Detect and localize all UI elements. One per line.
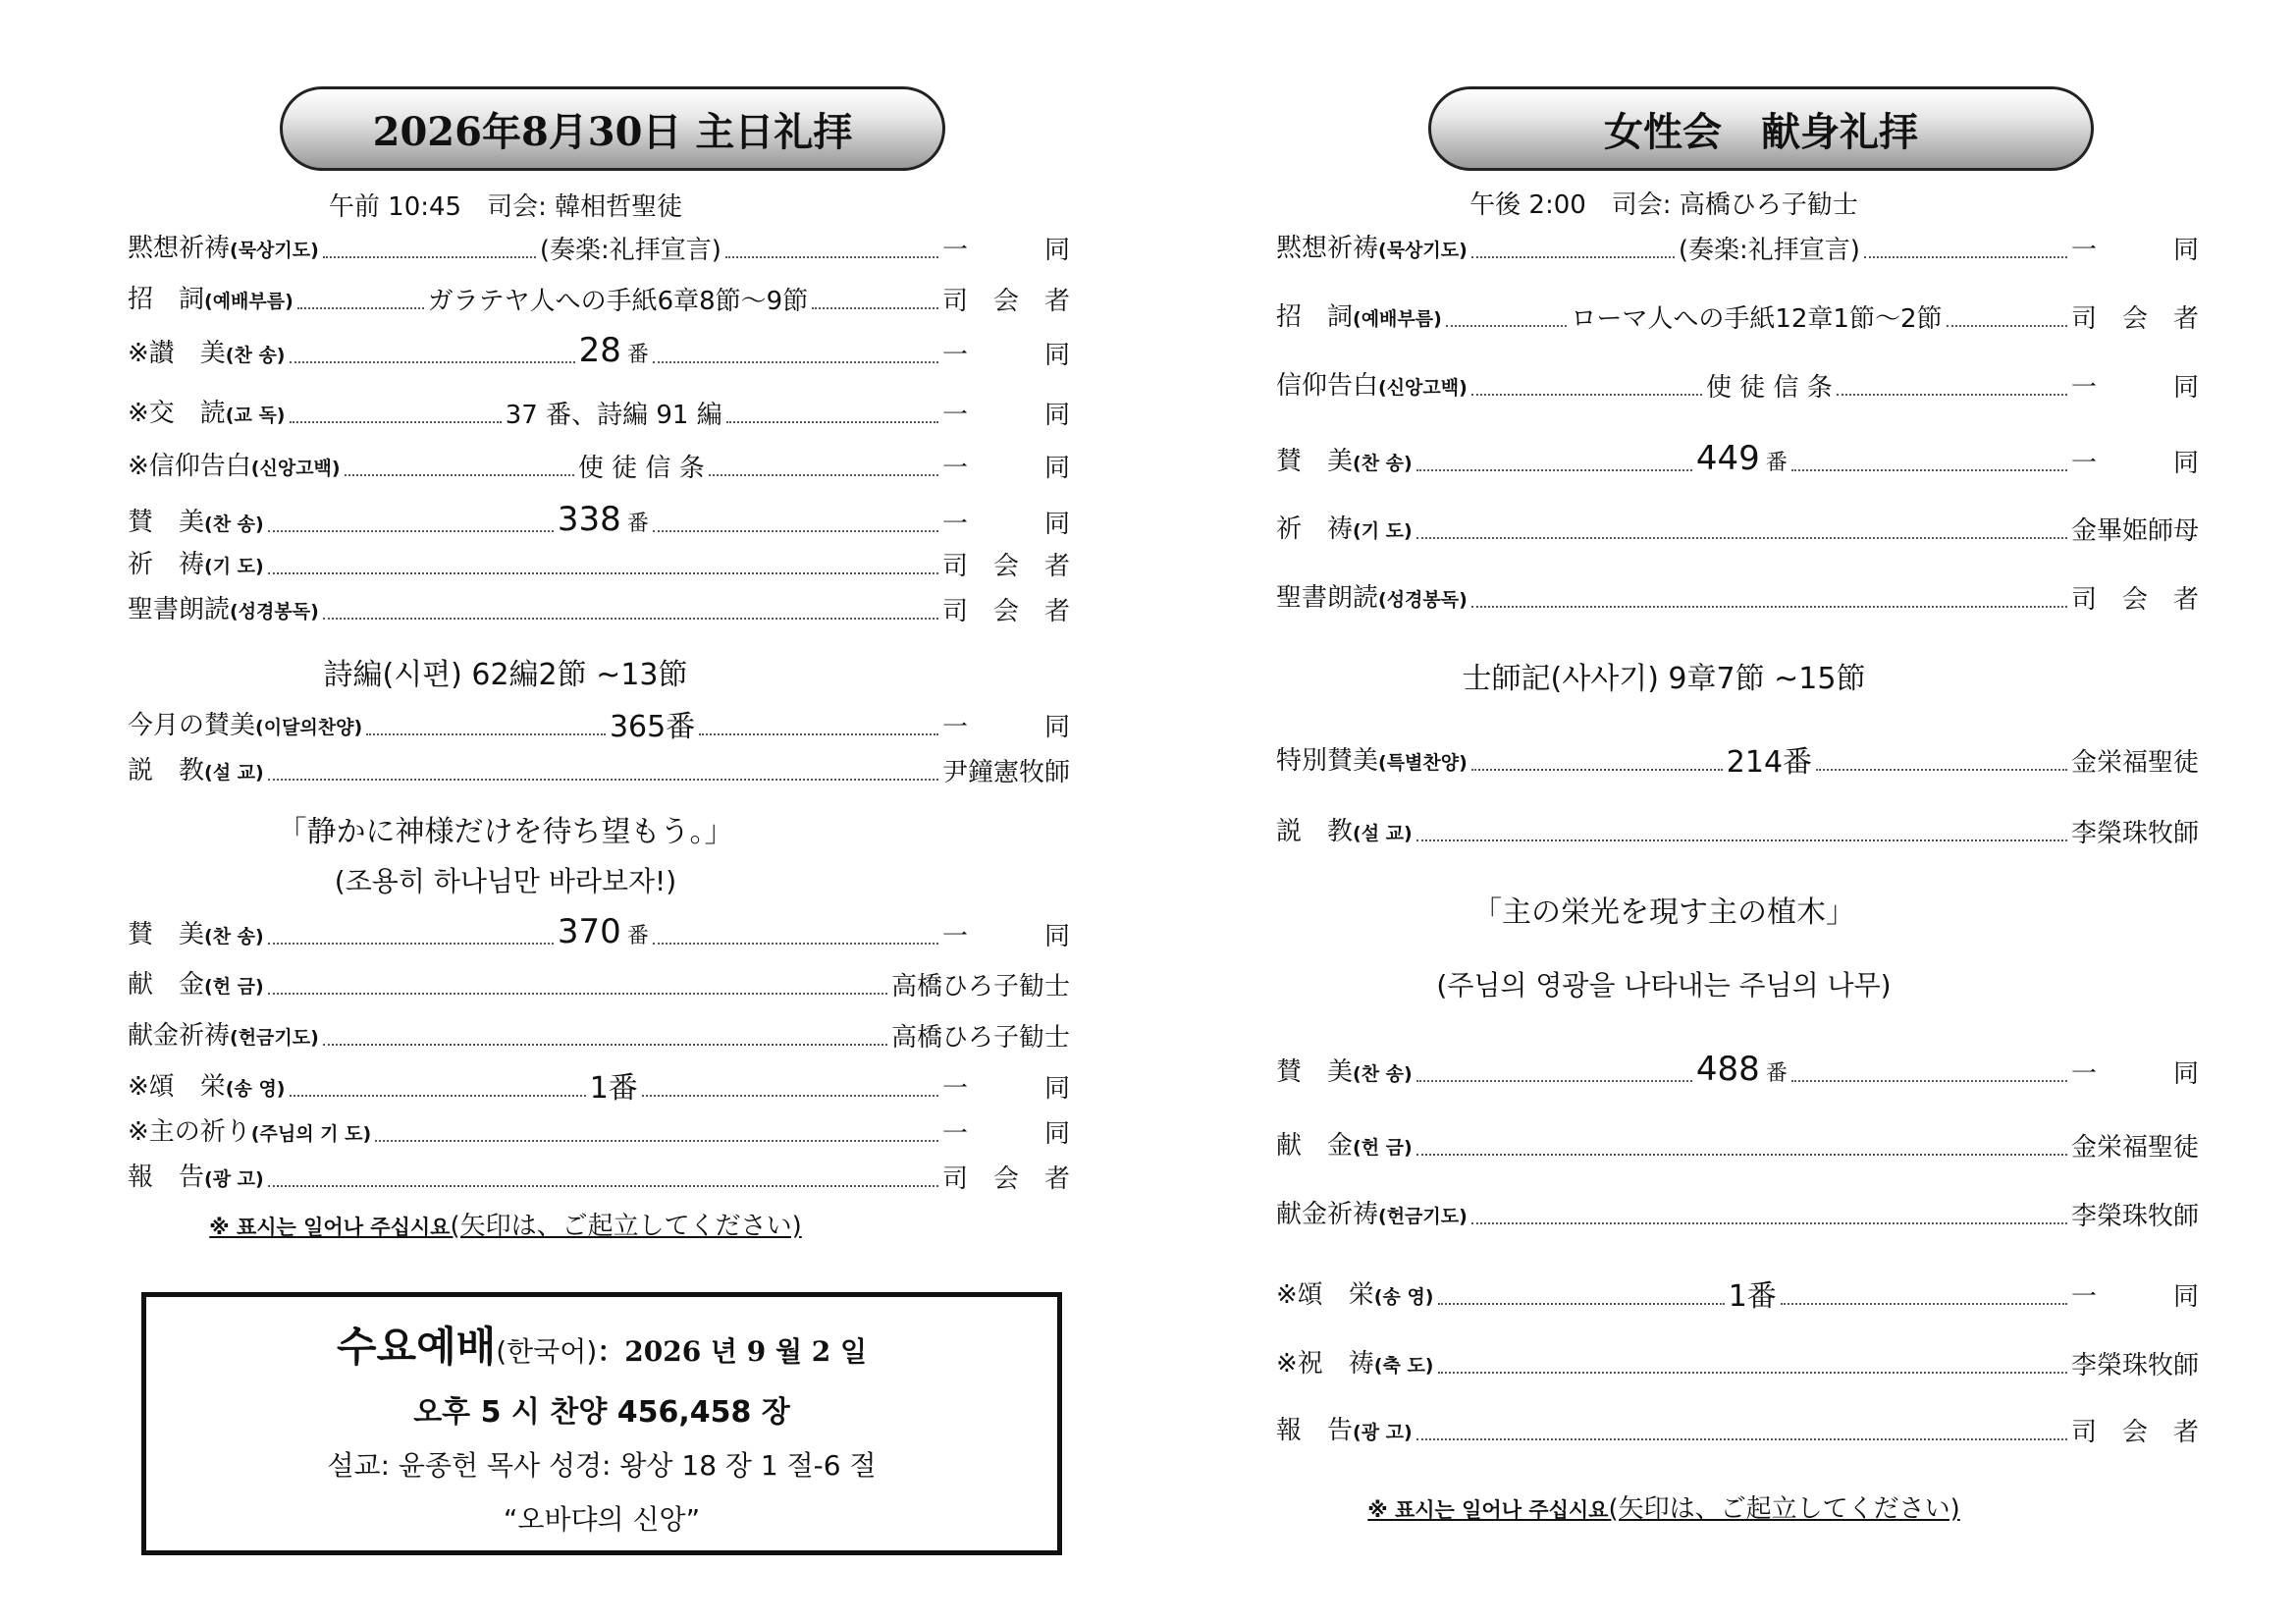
program-label — [128, 506, 264, 541]
program-label-kr: (헌금기도) — [230, 1027, 319, 1049]
program-label-kr: (이달의찬양) — [255, 717, 363, 738]
program-person: 李榮珠牧師 — [2070, 1202, 2199, 1231]
wednesday-language: (한국어) — [496, 1335, 598, 1368]
program-person: 李榮珠牧師 — [2070, 1351, 2199, 1380]
dot-leader — [1438, 1372, 2067, 1374]
program-person: 一 同 — [942, 1074, 1070, 1104]
dot-leader — [1416, 1438, 2067, 1440]
program-person: 一 同 — [942, 922, 1071, 951]
sunday-sermon-title-kr: (조용히 하나님만 바라보자!) — [334, 865, 677, 897]
program-label — [1276, 1347, 1434, 1382]
hymn-suffix: 番 — [1765, 451, 1788, 475]
womens-sermon-title-kr: (주님의 영광을 나타내는 주님의 나무) — [1436, 969, 1892, 1001]
dot-leader — [1438, 1303, 1725, 1305]
program-person: 一 同 — [942, 401, 1070, 430]
program-row — [1276, 513, 2199, 548]
dot-leader — [653, 530, 938, 532]
dot-leader — [345, 474, 574, 476]
program-row — [128, 548, 1070, 583]
program-label-jp: 招 詞 — [128, 285, 205, 314]
program-row — [1276, 300, 2199, 336]
program-person: 金栄福聖徒 — [2070, 1133, 2199, 1163]
program-row — [128, 709, 1070, 744]
program-label-jp: 賛 美 — [1276, 447, 1354, 476]
program-person: 金畢姫師母 — [2070, 516, 2199, 546]
sunday-worship-subtitle: 午前 10:45 司会: 韓相哲聖徒 — [328, 192, 683, 222]
program-detail: 使 徒 信 条 — [577, 454, 705, 483]
dot-leader — [297, 307, 424, 309]
dot-leader — [642, 1095, 938, 1097]
program-label — [1276, 1129, 1413, 1164]
hymn-number: 370 — [557, 912, 621, 951]
wednesday-date: ：2026 년 9 월 2 일 — [597, 1335, 868, 1368]
program-person: 尹鐘憲牧師 — [941, 758, 1070, 787]
hymn-suffix: 番 — [626, 512, 649, 536]
program-label-jp: 祈 祷 — [1276, 514, 1354, 544]
program-person: 高橋ひろ子勧士 — [890, 1023, 1070, 1053]
dot-leader — [1446, 325, 1568, 327]
program-detail — [557, 500, 649, 541]
program-row — [1276, 1198, 2199, 1233]
program-label-jp: 賛 美 — [128, 920, 205, 949]
program-label — [128, 337, 286, 372]
program-detail: 365番 — [609, 710, 696, 744]
sunday-sermon-title-jp: 「静かに神様だけを待ち望もう。」 — [277, 815, 734, 849]
program-row — [128, 1161, 1070, 1196]
program-label-kr: (찬 송) — [204, 514, 264, 535]
dot-leader — [290, 421, 502, 423]
dot-leader — [1816, 769, 2067, 771]
program-label-kr: (찬 송) — [225, 345, 286, 366]
program-label — [128, 1019, 319, 1055]
program-row — [1276, 1347, 2199, 1382]
program-row — [128, 232, 1070, 267]
program-row — [1276, 1050, 2200, 1091]
program-row — [1276, 369, 2199, 405]
program-label-jp: ※讃 美 — [128, 339, 226, 368]
program-row — [1276, 1414, 2199, 1449]
dot-leader — [653, 361, 938, 363]
program-label — [128, 709, 362, 744]
program-label-kr: (기 도) — [204, 556, 264, 577]
program-detail: 1番 — [1728, 1279, 1777, 1314]
wednesday-time-hymn: 오후 5 시 찬양 456,458 장 — [413, 1395, 790, 1430]
program-row — [128, 1115, 1070, 1151]
program-person: 司 会 者 — [2071, 585, 2199, 615]
dot-leader — [1471, 394, 1702, 396]
program-label-kr: (신앙고백) — [250, 458, 341, 479]
program-label-kr: (기 도) — [1353, 520, 1413, 542]
program-person: 一 同 — [942, 236, 1070, 265]
dot-leader — [323, 618, 938, 620]
standing-note-jp: (矢印は、ご起立してください) — [1608, 1494, 1960, 1524]
program-person: 司 会 者 — [942, 597, 1070, 626]
program-label-jp: 今月の賛美 — [128, 711, 256, 740]
program-detail: 214番 — [1726, 745, 1813, 780]
program-label-kr: (헌 금) — [204, 976, 264, 998]
program-label — [128, 754, 264, 789]
program-label — [1276, 1278, 1434, 1314]
program-label-kr: (광 고) — [204, 1168, 264, 1190]
program-person: 司 会 者 — [942, 287, 1071, 316]
program-label-jp: 聖書朗読 — [1276, 583, 1379, 613]
program-detail — [1695, 439, 1788, 480]
dot-leader — [323, 256, 536, 258]
program-label-jp: 祈 祷 — [128, 550, 205, 579]
program-label-jp: 黙想祈祷 — [128, 234, 231, 263]
wednesday-line-1 — [146, 1315, 1057, 1374]
program-label-kr: (주님의 기 도) — [250, 1123, 372, 1145]
program-label — [1276, 369, 1468, 405]
program-row — [1276, 232, 2199, 267]
dot-leader — [268, 779, 938, 781]
dot-leader — [323, 1044, 887, 1046]
program-label — [128, 232, 319, 267]
program-label-jp: 報 告 — [128, 1163, 205, 1192]
program-label — [128, 450, 341, 485]
dot-leader — [1471, 769, 1723, 771]
program-label — [1276, 1414, 1413, 1449]
dot-leader — [1837, 394, 2067, 396]
womens-worship-subtitle: 午後 2:00 司会: 高橋ひろ子勧士 — [1469, 190, 1858, 220]
program-label — [1276, 581, 1468, 617]
program-person: 司 会 者 — [2071, 304, 2200, 334]
program-label — [1276, 300, 1442, 336]
dot-leader — [290, 1095, 586, 1097]
sunday-standing-note — [29, 1206, 982, 1242]
dot-leader — [699, 733, 938, 735]
dot-leader — [653, 943, 938, 945]
program-person: 一 同 — [2071, 236, 2199, 265]
dot-leader — [725, 256, 938, 258]
program-label-kr: (특별찬양) — [1378, 752, 1468, 774]
program-label-kr: (신앙고백) — [1378, 377, 1468, 399]
womens-sermon-title-jp: 「主の栄光を現す主の植木」 — [1472, 895, 1855, 930]
dot-leader — [290, 361, 575, 363]
program-label-jp: 聖書朗読 — [128, 595, 231, 624]
program-row — [128, 593, 1070, 628]
program-label-jp: 信仰告白 — [1276, 371, 1379, 401]
program-person: 一 同 — [942, 1119, 1070, 1149]
dot-leader — [1416, 537, 2067, 539]
program-detail: 37 番、詩編 91 編 — [505, 401, 722, 430]
program-label-jp: ※祝 祷 — [1276, 1349, 1374, 1379]
hymn-number: 449 — [1695, 439, 1760, 478]
program-person: 一 同 — [2071, 1282, 2199, 1312]
program-label-jp: ※主の祈り — [128, 1117, 251, 1147]
program-label-kr: (송 영) — [225, 1078, 286, 1100]
dot-leader — [268, 1185, 938, 1187]
hymn-suffix: 番 — [626, 924, 649, 948]
womens-scripture: 士師記(사사기) 9章7節 ~15節 — [1462, 662, 1866, 696]
program-label — [128, 283, 294, 318]
program-label-jp: ※交 読 — [128, 399, 226, 428]
program-label — [1276, 815, 1413, 850]
program-label-jp: 説 教 — [1276, 817, 1354, 846]
program-label — [1276, 232, 1468, 267]
program-detail — [578, 331, 649, 372]
dot-leader — [1416, 469, 1692, 471]
program-label-jp: 賛 美 — [1276, 1057, 1354, 1087]
program-label — [1276, 445, 1413, 480]
dot-leader — [1416, 1154, 2067, 1156]
program-label — [128, 1161, 264, 1196]
program-label-kr: (광 고) — [1353, 1422, 1413, 1443]
dot-leader — [1416, 1080, 1692, 1082]
sunday-worship-title: 2026年8月30日 主日礼拝 — [280, 86, 945, 171]
program-label — [128, 1070, 286, 1106]
program-label-jp: 献金祈祷 — [1276, 1200, 1379, 1229]
program-label-kr: (찬 송) — [1353, 453, 1413, 474]
program-person: 司 会 者 — [2071, 1418, 2199, 1447]
program-label — [1276, 1198, 1468, 1233]
program-label-jp: 献 金 — [1276, 1131, 1354, 1161]
dot-leader — [1781, 1303, 2067, 1305]
dot-leader — [1947, 325, 2068, 327]
program-person: 高橋ひろ子勧士 — [890, 972, 1070, 1001]
standing-note-kr: ※ 표시는 일어나 주십시요 — [1367, 1498, 1609, 1522]
program-person: 一 同 — [942, 341, 1070, 370]
program-detail: (奏楽:礼拝宣言) — [1678, 236, 1860, 265]
program-label-kr: (축 도) — [1373, 1355, 1434, 1377]
program-label — [128, 918, 264, 953]
program-row — [1276, 815, 2199, 850]
dot-leader — [1791, 469, 2067, 471]
program-label-kr: (묵상기도) — [1378, 240, 1468, 261]
wednesday-title: 수요예배 — [336, 1323, 497, 1371]
program-label-jp: 説 教 — [128, 756, 205, 785]
program-row — [1276, 1129, 2199, 1164]
program-detail: ガラテヤ人への手紙6章8節～9節 — [427, 287, 809, 316]
dot-leader — [268, 572, 938, 574]
program-person: 一 同 — [942, 713, 1071, 742]
wednesday-sermon-title: “오바댜의 신앙” — [503, 1503, 701, 1536]
dot-leader — [709, 474, 938, 476]
dot-leader — [812, 307, 938, 309]
standing-note-kr: ※ 표시는 일어나 주십시요 — [209, 1216, 451, 1239]
program-label — [1276, 1056, 1413, 1091]
program-label-kr: (성경봉독) — [1378, 589, 1468, 611]
program-label-jp: ※頌 栄 — [128, 1072, 226, 1102]
program-label-jp: 特別賛美 — [1276, 746, 1379, 776]
program-label — [128, 548, 264, 583]
program-label-kr: (헌금기도) — [1378, 1206, 1468, 1227]
program-detail — [557, 912, 649, 953]
womens-standing-note — [1188, 1489, 2140, 1525]
program-label-kr: (교 독) — [225, 405, 286, 426]
program-label-kr: (설 교) — [204, 762, 264, 784]
program-label-jp: ※信仰告白 — [128, 452, 251, 481]
wednesday-service-box — [141, 1292, 1062, 1555]
womens-worship-title: 女性会 献身礼拝 — [1428, 86, 2094, 171]
program-person: 一 同 — [2071, 373, 2200, 403]
program-row — [1276, 581, 2199, 617]
program-person: 一 同 — [2071, 449, 2200, 478]
program-label — [128, 968, 264, 1003]
dot-leader — [1791, 1080, 2067, 1082]
program-detail: ローマ人への手紙12章1節～2節 — [1571, 304, 1943, 334]
program-person: 司 会 者 — [942, 1164, 1070, 1194]
program-person: 李榮珠牧師 — [2070, 819, 2199, 848]
program-label-kr: (예배부름) — [204, 291, 294, 312]
program-row — [128, 912, 1071, 953]
program-label-jp: 黙想祈祷 — [1276, 234, 1379, 263]
program-row — [128, 331, 1070, 372]
hymn-number: 28 — [578, 331, 621, 370]
program-row — [128, 397, 1070, 432]
program-row — [128, 283, 1070, 318]
program-label-kr: (예배부름) — [1353, 308, 1442, 330]
program-row — [128, 754, 1070, 789]
program-label-kr: (성경봉독) — [230, 601, 319, 623]
hymn-suffix: 番 — [1765, 1061, 1788, 1086]
program-row — [1276, 439, 2200, 480]
dot-leader — [726, 421, 938, 423]
program-label-jp: 献金祈祷 — [128, 1021, 231, 1051]
program-detail — [1695, 1050, 1788, 1091]
program-label — [128, 1115, 371, 1151]
dot-leader — [1471, 606, 2067, 608]
program-label-jp: ※頌 栄 — [1276, 1280, 1374, 1310]
dot-leader — [1416, 839, 2067, 841]
program-row — [128, 1070, 1070, 1106]
dot-leader — [1471, 256, 1675, 258]
dot-leader — [375, 1140, 938, 1142]
program-label — [1276, 513, 1413, 548]
hymn-number: 488 — [1695, 1050, 1760, 1089]
program-label-kr: (설 교) — [1353, 823, 1413, 844]
hymn-number: 338 — [557, 500, 621, 539]
program-label-jp: 献 金 — [128, 970, 205, 1000]
program-label-kr: (찬 송) — [204, 926, 264, 947]
program-row — [128, 968, 1070, 1003]
dot-leader — [268, 530, 554, 532]
wednesday-sermon-info: 설교: 윤종헌 목사 성경: 왕상 18 장 1 절-6 절 — [327, 1449, 877, 1482]
program-person: 一 同 — [942, 510, 1071, 539]
sunday-scripture: 詩編(시편) 62編2節 ~13節 — [323, 658, 688, 692]
program-label-jp: 賛 美 — [128, 508, 205, 537]
program-person: 金栄福聖徒 — [2070, 748, 2199, 778]
program-row — [1276, 1278, 2199, 1314]
program-row — [128, 1019, 1070, 1055]
program-label — [128, 593, 319, 628]
program-label — [1276, 744, 1468, 780]
program-row — [128, 450, 1070, 485]
dot-leader — [268, 943, 554, 945]
program-label-jp: 報 告 — [1276, 1416, 1354, 1445]
program-row — [1276, 744, 2199, 780]
program-row — [128, 500, 1071, 541]
program-label-kr: (묵상기도) — [230, 240, 319, 261]
program-detail: 使 徒 信 条 — [1706, 373, 1833, 403]
program-person: 一 同 — [2071, 1059, 2200, 1089]
dot-leader — [1471, 1222, 2067, 1224]
dot-leader — [1864, 256, 2067, 258]
program-label-kr: (찬 송) — [1353, 1063, 1413, 1085]
program-label-jp: 招 詞 — [1276, 302, 1354, 332]
hymn-suffix: 番 — [626, 343, 649, 367]
dot-leader — [366, 733, 606, 735]
standing-note-jp: (矢印は、ご起立してください) — [450, 1212, 802, 1241]
program-label-kr: (송 영) — [1373, 1286, 1434, 1308]
program-label-kr: (헌 금) — [1353, 1137, 1413, 1159]
program-label — [128, 397, 286, 432]
dot-leader — [268, 993, 887, 995]
program-detail: 1番 — [589, 1071, 638, 1106]
program-detail: (奏楽:礼拝宣言) — [539, 236, 721, 265]
program-person: 一 同 — [942, 454, 1071, 483]
program-person: 司 会 者 — [942, 552, 1070, 581]
